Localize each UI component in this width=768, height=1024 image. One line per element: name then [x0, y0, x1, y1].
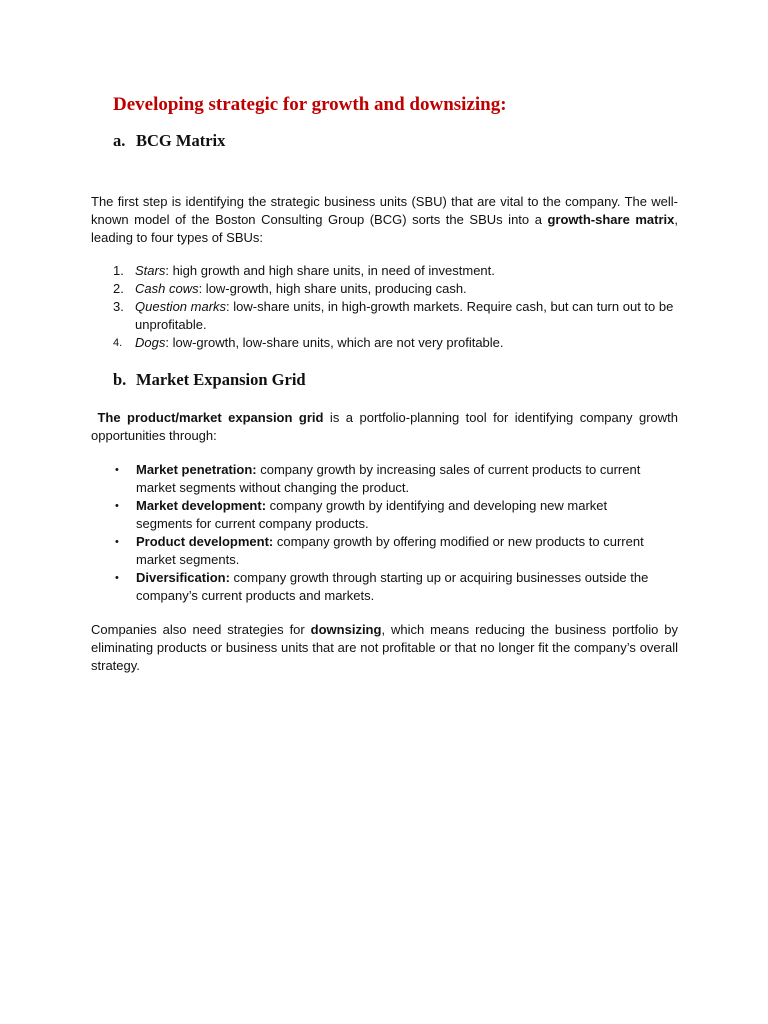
section-heading-text: Market Expansion Grid — [136, 370, 306, 389]
bullet-icon: • — [115, 464, 119, 476]
list-term: Question marks — [135, 299, 227, 314]
growth-opportunities-list — [113, 461, 658, 605]
list-number: 3. — [113, 299, 124, 314]
expansion-grid-paragraph — [91, 409, 678, 445]
list-term: Diversification: — [136, 570, 230, 585]
list-item — [113, 262, 680, 280]
list-item — [113, 280, 680, 298]
bold-term: The product/market expansion grid — [97, 410, 324, 425]
downsizing-paragraph — [91, 621, 678, 675]
list-text: : low-share units, in high-growth markets. Require cash, but can turn out to be unprofitable. — [135, 299, 674, 332]
bold-term: downsizing — [310, 622, 382, 637]
paragraph-text: The first step is identifying the strategic business units (SBU) that are vital to the company. The well-known model of the Boston Consulting Group (BCG) sorts the SBUs into a — [91, 194, 678, 227]
list-term: Stars — [135, 263, 166, 278]
section-heading-text: BCG Matrix — [136, 131, 226, 150]
list-item — [113, 533, 658, 569]
list-term: Product development: — [136, 534, 274, 549]
section-heading-bcg-matrix — [113, 131, 225, 151]
list-text: company growth through starting up or acquiring businesses outside the company’s current products and markets. — [136, 570, 649, 603]
list-number: 2. — [113, 281, 124, 296]
paragraph-text: Companies also need strategies for — [91, 622, 311, 637]
section-marker: b. — [113, 370, 127, 389]
page-title: Developing strategic for growth and downsizing: — [113, 94, 507, 115]
list-term: Market penetration: — [136, 462, 257, 477]
list-item — [113, 497, 658, 533]
list-number: 1. — [113, 263, 124, 278]
paragraph-text: is a portfolio-planning tool for identifying company growth opportunities through: — [91, 410, 678, 443]
bcg-types-list — [113, 262, 680, 352]
list-term: Cash cows — [135, 281, 199, 296]
intro-paragraph — [91, 193, 678, 247]
section-marker: a. — [113, 131, 126, 150]
list-item — [113, 298, 680, 334]
list-text: company growth by offering modified or new products to current market segments. — [136, 534, 644, 567]
bold-term: growth-share matrix — [547, 212, 675, 227]
paragraph-text: , leading to four types of SBUs: — [91, 212, 678, 245]
bullet-icon: • — [115, 572, 119, 584]
list-text: company growth by identifying and developing new market segments for current company products. — [136, 498, 608, 531]
bullet-icon: • — [115, 536, 119, 548]
list-term: Market development: — [136, 498, 267, 513]
list-item — [113, 569, 658, 605]
list-term: Dogs — [135, 335, 166, 350]
list-item — [113, 334, 680, 352]
list-text: : low-growth, high share units, producing cash. — [198, 281, 467, 296]
paragraph-text: , which means reducing the business portfolio by eliminating products or business units that are not profitable or that no longer fit the company’s overall strategy. — [91, 622, 678, 673]
list-text: : low-growth, low-share units, which are not very profitable. — [165, 335, 504, 350]
list-item — [113, 461, 658, 497]
list-text: : high growth and high share units, in need of investment. — [165, 263, 495, 278]
list-number: 4. — [113, 337, 123, 349]
bullet-icon: • — [115, 500, 119, 512]
list-text: company growth by increasing sales of current products to current market segments without changing the product. — [136, 462, 641, 495]
section-heading-market-expansion-grid — [113, 370, 306, 390]
